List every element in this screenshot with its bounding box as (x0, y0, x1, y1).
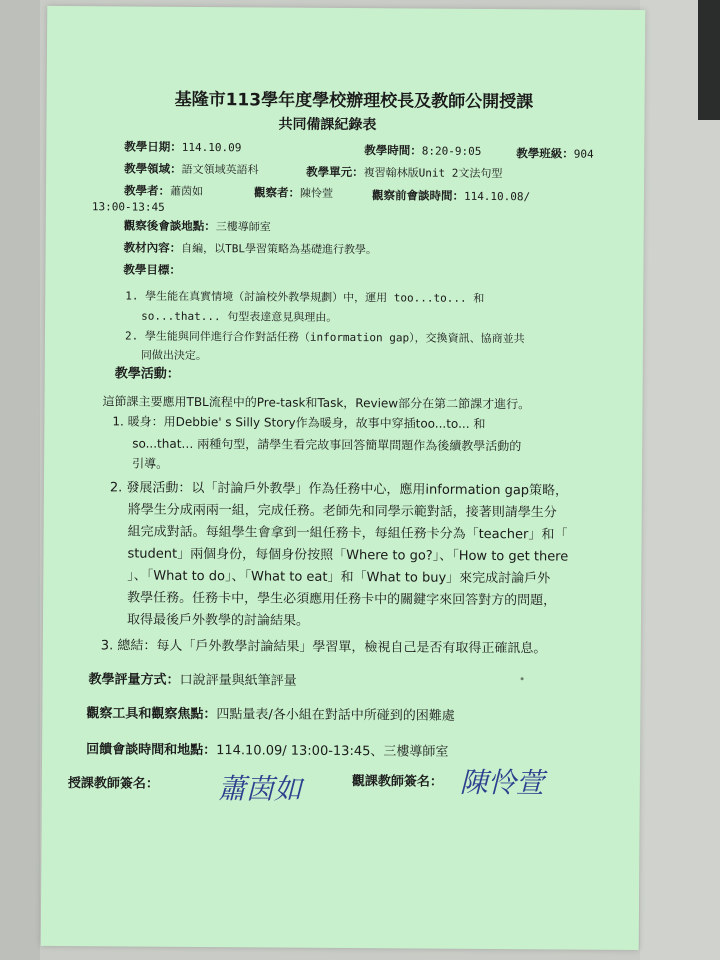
time-field (364, 142, 481, 159)
observer-signature: 陳怜萱 (459, 765, 545, 800)
teacher-field (124, 182, 203, 199)
objective-1-line1: 1. 學生能在真實情境（討論校外教學規劃）中，運用 too...to... 和 (125, 289, 485, 305)
paper-speck (521, 677, 524, 680)
feedback-value: 114.10.09/ 13:00-13:45、三樓導師室 (216, 743, 449, 760)
assessment-value: 口說評量與紙筆評量 (179, 672, 297, 689)
date-label: 教學日期： (124, 139, 182, 154)
class-label: 教學班級： (516, 146, 574, 161)
pre-talk-value-line2: 13:00-13:45 (91, 200, 165, 214)
pre-talk-label: 觀察前會談時間： (371, 188, 465, 203)
assessment-field (89, 668, 297, 688)
dev-line4: student」兩個身份，每個身份按照「Where to go?」、「How to get there (127, 546, 569, 565)
dev-line7: 取得最後戶外教學的討論結果。 (126, 612, 310, 629)
tools-value: 四點量表/各小組在對話中所碰到的困難處 (216, 707, 455, 724)
background-left (0, 0, 40, 960)
date-value: 114.10.09 (181, 140, 242, 155)
objectives-heading: 教學目標： (123, 262, 181, 277)
teacher-label: 教學者： (123, 183, 171, 198)
summary-line: 3. 總結：每人「戶外教學討論結果」學習單，檢視自己是否有取得正確訊息。 (100, 638, 547, 657)
tools-label: 觀察工具和觀察焦點： (86, 706, 217, 723)
feedback-field (86, 738, 448, 760)
assessment-label: 教學評量方式： (88, 672, 180, 688)
observer-label: 觀察者： (253, 185, 301, 200)
domain-value: 語文領域英語科 (181, 162, 259, 177)
post-place-value: 三樓導師室 (215, 220, 271, 234)
feedback-label: 回饋會談時間和地點： (86, 742, 217, 759)
tools-field (86, 702, 455, 724)
pre-talk-field (372, 187, 530, 204)
doc-title: 基隆市113學年度學校辦理校長及教師公開授課 (174, 89, 534, 113)
warmup-line3: 引導。 (132, 456, 169, 471)
post-place-label: 觀察後會談地點： (123, 218, 216, 234)
material-value: 自編，以TBL學習策略為基礎進行教學。 (181, 241, 378, 257)
warmup-line2: so...that… 兩種句型，請學生看完故事回答簡單問題作為後續教學活動的 (132, 436, 522, 454)
unit-field (306, 164, 502, 181)
time-value: 8:20-9:05 (421, 144, 482, 158)
warmup-line1: 1. 暖身：用Debbie' s Silly Story作為暖身，故事中穿插too...to... 和 (112, 414, 486, 431)
observer-signature-label: 觀課教師簽名： (351, 774, 443, 790)
class-value: 904 (573, 147, 594, 161)
domain-label: 教學領域： (124, 161, 182, 176)
unit-label: 教學單元： (306, 164, 364, 180)
background-right (640, 0, 720, 960)
activities-heading: 教學活動： (114, 366, 180, 382)
teacher-signature-label: 授課教師簽名： (67, 776, 159, 792)
class-field (516, 145, 593, 162)
dev-line5: 」、「What to do」、「What to eat」和「What to buy」來完成討論戶外 (127, 568, 551, 587)
time-label: 教學時間： (364, 143, 422, 158)
teacher-signature: 蕭茵如 (217, 772, 302, 806)
teacher-value: 蕭茵如 (169, 184, 204, 199)
objective-2-line2: 同做出決定。 (140, 348, 207, 363)
activities-intro: 這節課主要應用TBL流程中的Pre-task和Task，Review部分在第二節課才進行。 (102, 394, 531, 412)
observer-field (254, 184, 333, 201)
material-label: 教材內容： (123, 240, 182, 255)
info-row-1 (124, 138, 241, 155)
post-place-field (124, 217, 271, 234)
doc-subtitle: 共同備課紀錄表 (278, 116, 377, 134)
unit-value: 複習翰林版Unit 2文法句型 (363, 166, 503, 181)
observer-value: 陳怜萱 (299, 186, 334, 200)
dev-line1: 2. 發展活動：以「討論戶外教學」作為任務中心，應用information gap策略， (109, 480, 569, 499)
dev-line3: 組完成對話。每組學生會拿到一組任務卡，每組任務卡分為「teacher」和「 (127, 524, 568, 543)
objective-1-line2: so...that... 句型表達意見與理由。 (141, 309, 338, 324)
dev-line2: 將學生分成兩兩一組，完成任務。老師先和同學示範對話，接著則請學生分 (127, 502, 557, 521)
dev-line6: 教學任務。任務卡中，學生必須應用任務卡中的關鍵字來回答對方的問題， (127, 590, 557, 609)
objective-2-line1: 2. 學生能與同伴進行合作對話任務（information gap），交換資訊、協商並共 (124, 329, 525, 346)
domain-field (124, 160, 259, 177)
pre-talk-value: 114.10.08/ (463, 189, 531, 204)
background-dark-corner (698, 0, 720, 120)
record-sheet (41, 6, 646, 950)
material-field (124, 239, 377, 257)
